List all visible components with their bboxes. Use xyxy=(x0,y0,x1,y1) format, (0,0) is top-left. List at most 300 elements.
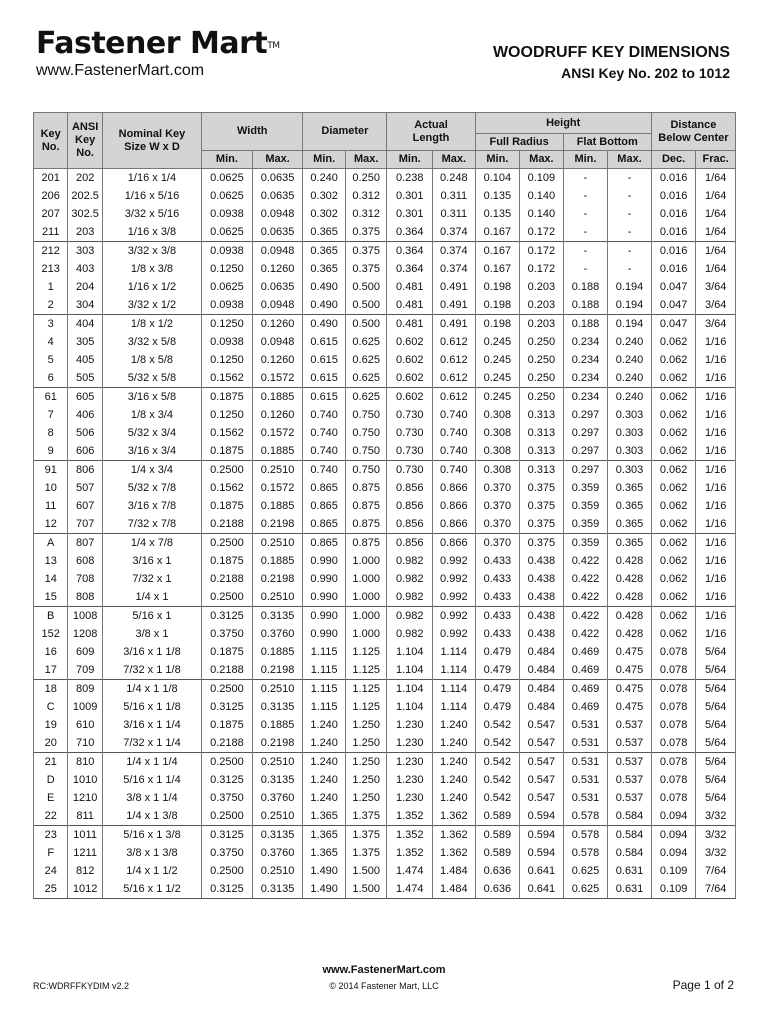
table-cell: 0.302 xyxy=(303,205,346,223)
table-cell: 0.062 xyxy=(651,442,696,461)
table-cell: 7/64 xyxy=(696,862,736,880)
table-cell: 5/64 xyxy=(696,753,736,772)
table-cell: 0.3750 xyxy=(202,789,253,807)
table-row xyxy=(34,880,736,899)
table-row xyxy=(34,169,736,188)
table-cell: 1/8 x 3/4 xyxy=(102,406,201,424)
table-cell: 0.0948 xyxy=(252,242,303,261)
table-row xyxy=(34,497,736,515)
table-cell: 0.500 xyxy=(345,296,387,315)
table-cell: 506 xyxy=(68,424,102,442)
table-cell: 0.625 xyxy=(563,862,608,880)
table-cell: 3/32 x 3/8 xyxy=(102,242,201,261)
table-cell: - xyxy=(608,242,652,261)
table-cell: 0.250 xyxy=(345,169,387,188)
table-cell: 0.250 xyxy=(520,369,564,388)
table-cell: 0.062 xyxy=(651,461,696,480)
table-cell: 0.104 xyxy=(475,169,520,188)
table-cell: 7/32 x 1 xyxy=(102,570,201,588)
table-cell: 0.1885 xyxy=(252,716,303,734)
table-cell: 1.352 xyxy=(387,826,433,845)
table-row xyxy=(34,351,736,369)
table-cell: 1.240 xyxy=(433,789,476,807)
table-cell: 1/16 xyxy=(696,479,736,497)
header-flat-bottom: Flat Bottom xyxy=(563,134,651,151)
table-cell: 0.238 xyxy=(387,169,433,188)
table-cell: 0.1260 xyxy=(252,260,303,278)
table-row xyxy=(34,369,736,388)
header-dec: Dec. xyxy=(651,151,696,169)
table-row xyxy=(34,223,736,242)
table-cell: 0.537 xyxy=(608,789,652,807)
table-row xyxy=(34,552,736,570)
table-cell: 3/64 xyxy=(696,315,736,334)
header-frac: Frac. xyxy=(696,151,736,169)
header-max: Max. xyxy=(433,151,476,169)
table-cell: 1.114 xyxy=(433,698,476,716)
table-cell: 0.1885 xyxy=(252,388,303,407)
table-cell: 0.078 xyxy=(651,771,696,789)
table-cell: 1/4 x 1 1/4 xyxy=(102,753,201,772)
table-cell: 0.301 xyxy=(387,187,433,205)
table-cell: 0.531 xyxy=(563,789,608,807)
table-cell: 0.433 xyxy=(475,625,520,643)
table-cell: - xyxy=(563,260,608,278)
table-cell: 1.240 xyxy=(303,771,346,789)
table-cell: 7/32 x 1 1/4 xyxy=(102,734,201,753)
table-cell: 0.578 xyxy=(563,826,608,845)
table-cell: 1/4 x 1 xyxy=(102,588,201,607)
table-cell: 0.594 xyxy=(520,807,564,826)
table-cell: 0.992 xyxy=(433,570,476,588)
table-cell: - xyxy=(563,169,608,188)
table-cell: 0.469 xyxy=(563,643,608,661)
table-cell: 0.500 xyxy=(345,278,387,296)
table-cell: 0.3125 xyxy=(202,826,253,845)
table-cell: 0.297 xyxy=(563,406,608,424)
table-cell: 0.245 xyxy=(475,388,520,407)
table-cell: 1010 xyxy=(68,771,102,789)
table-cell: 1.230 xyxy=(387,789,433,807)
table-cell: 24 xyxy=(34,862,68,880)
table-cell: 0.062 xyxy=(651,497,696,515)
brand-logo xyxy=(36,26,279,62)
table-cell: 1.365 xyxy=(303,826,346,845)
table-cell: 0.589 xyxy=(475,807,520,826)
table-cell: 19 xyxy=(34,716,68,734)
table-cell: 1/16 x 1/4 xyxy=(102,169,201,188)
table-cell: 0.2188 xyxy=(202,661,253,680)
table-cell: 7/64 xyxy=(696,880,736,899)
table-cell: 0.578 xyxy=(563,844,608,862)
table-cell: 3/32 x 5/8 xyxy=(102,333,201,351)
table-cell: 1.352 xyxy=(387,844,433,862)
table-cell: 0.433 xyxy=(475,552,520,570)
header-min: Min. xyxy=(387,151,433,169)
table-cell: 5/64 xyxy=(696,680,736,699)
table-cell: 0.3760 xyxy=(252,844,303,862)
table-cell: 0.078 xyxy=(651,661,696,680)
table-cell: 0.537 xyxy=(608,753,652,772)
table-cell: 811 xyxy=(68,807,102,826)
table-cell: 0.428 xyxy=(608,625,652,643)
table-row xyxy=(34,424,736,442)
table-row xyxy=(34,205,736,223)
table-cell: 0.484 xyxy=(520,680,564,699)
table-cell: 3/8 x 1 xyxy=(102,625,201,643)
table-cell: 0.875 xyxy=(345,534,387,553)
table-cell: 0.370 xyxy=(475,515,520,534)
table-cell: 0.0938 xyxy=(202,296,253,315)
table-row xyxy=(34,643,736,661)
table-cell: 0.730 xyxy=(387,461,433,480)
table-cell: 0.740 xyxy=(303,424,346,442)
table-cell: 806 xyxy=(68,461,102,480)
table-cell: 0.167 xyxy=(475,260,520,278)
table-row xyxy=(34,789,736,807)
table-cell: 0.547 xyxy=(520,771,564,789)
table-cell: 1.125 xyxy=(345,661,387,680)
table-cell: 0.750 xyxy=(345,461,387,480)
header-full-radius: Full Radius xyxy=(475,134,563,151)
table-cell: 1/8 x 5/8 xyxy=(102,351,201,369)
table-row xyxy=(34,315,736,334)
table-cell: 5/64 xyxy=(696,716,736,734)
table-row xyxy=(34,862,736,880)
table-cell: 0.750 xyxy=(345,406,387,424)
table-cell: 1.000 xyxy=(345,588,387,607)
table-cell: 0.1250 xyxy=(202,260,253,278)
table-cell: 0.730 xyxy=(387,406,433,424)
table-cell: 7/32 x 7/8 xyxy=(102,515,201,534)
table-cell: 0.3760 xyxy=(252,789,303,807)
table-cell: 4 xyxy=(34,333,68,351)
table-cell: 0.615 xyxy=(303,388,346,407)
table-cell: 0.2500 xyxy=(202,753,253,772)
table-cell: 0.433 xyxy=(475,607,520,626)
table-cell: 0.140 xyxy=(520,205,564,223)
table-cell: 0.062 xyxy=(651,351,696,369)
table-cell: 0.625 xyxy=(345,388,387,407)
table-cell: 0.542 xyxy=(475,789,520,807)
table-cell: D xyxy=(34,771,68,789)
table-cell: 1.484 xyxy=(433,880,476,899)
table-cell: 0.990 xyxy=(303,625,346,643)
table-cell: 0.062 xyxy=(651,552,696,570)
table-cell: 0.062 xyxy=(651,588,696,607)
table-cell: 0.2510 xyxy=(252,461,303,480)
header-nominal-size: Nominal Key Size W x D xyxy=(102,113,201,169)
table-cell: 607 xyxy=(68,497,102,515)
table-cell: 1.125 xyxy=(345,643,387,661)
table-cell: 1/64 xyxy=(696,242,736,261)
table-row xyxy=(34,534,736,553)
table-cell: 0.194 xyxy=(608,315,652,334)
header-key-no: Key No. xyxy=(34,113,68,169)
table-cell: - xyxy=(563,205,608,223)
table-cell: 203 xyxy=(68,223,102,242)
table-cell: 0.865 xyxy=(303,534,346,553)
table-cell: 13 xyxy=(34,552,68,570)
table-cell: 0.475 xyxy=(608,643,652,661)
table-cell: 7 xyxy=(34,406,68,424)
table-cell: 152 xyxy=(34,625,68,643)
table-cell: 12 xyxy=(34,515,68,534)
header-diameter: Diameter xyxy=(303,113,387,151)
table-cell: 0.078 xyxy=(651,643,696,661)
table-cell: 5/64 xyxy=(696,643,736,661)
table-cell: 0.047 xyxy=(651,278,696,296)
table-cell: 0.188 xyxy=(563,278,608,296)
table-cell: 0.422 xyxy=(563,570,608,588)
table-cell: 1008 xyxy=(68,607,102,626)
table-cell: 18 xyxy=(34,680,68,699)
table-cell: 0.3760 xyxy=(252,625,303,643)
table-cell: 0.078 xyxy=(651,716,696,734)
table-cell: 1/64 xyxy=(696,187,736,205)
table-cell: 0.359 xyxy=(563,479,608,497)
header-ansi-key-no: ANSI Key No. xyxy=(68,113,102,169)
table-cell: 0.359 xyxy=(563,534,608,553)
table-cell: 0.537 xyxy=(608,716,652,734)
table-cell: 0.062 xyxy=(651,333,696,351)
table-cell: 0.584 xyxy=(608,807,652,826)
table-cell: 1.352 xyxy=(387,807,433,826)
table-cell: 0.245 xyxy=(475,369,520,388)
table-cell: 0.240 xyxy=(608,388,652,407)
table-row xyxy=(34,461,736,480)
table-cell: 1/4 x 1 1/2 xyxy=(102,862,201,880)
table-cell: 0.982 xyxy=(387,607,433,626)
table-cell: 0.479 xyxy=(475,698,520,716)
table-cell: 0.865 xyxy=(303,479,346,497)
table-cell: 0.365 xyxy=(608,515,652,534)
table-cell: 1.250 xyxy=(345,753,387,772)
table-cell: 1.250 xyxy=(345,734,387,753)
table-cell: 0.2510 xyxy=(252,753,303,772)
table-cell: 0.438 xyxy=(520,552,564,570)
table-cell: 0.370 xyxy=(475,497,520,515)
table-cell: 0.016 xyxy=(651,242,696,261)
table-cell: 0.547 xyxy=(520,753,564,772)
table-cell: 1/16 xyxy=(696,442,736,461)
table-cell: 0.240 xyxy=(608,351,652,369)
table-cell: 0.078 xyxy=(651,734,696,753)
header-min: Min. xyxy=(303,151,346,169)
table-cell: 0.433 xyxy=(475,588,520,607)
table-row xyxy=(34,698,736,716)
table-cell: 1.230 xyxy=(387,771,433,789)
table-cell: C xyxy=(34,698,68,716)
table-cell: 0.301 xyxy=(387,205,433,223)
table-cell: 0.641 xyxy=(520,862,564,880)
table-cell: 0.479 xyxy=(475,643,520,661)
header-min: Min. xyxy=(202,151,253,169)
table-cell: 0.375 xyxy=(520,497,564,515)
table-cell: 1/8 x 1/2 xyxy=(102,315,201,334)
table-cell: 0.0948 xyxy=(252,333,303,351)
table-cell: 809 xyxy=(68,680,102,699)
table-cell: 0.589 xyxy=(475,844,520,862)
table-cell: E xyxy=(34,789,68,807)
table-cell: 0.248 xyxy=(433,169,476,188)
table-cell: 3/32 xyxy=(696,826,736,845)
table-cell: 5/32 x 5/8 xyxy=(102,369,201,388)
table-cell: 0.167 xyxy=(475,223,520,242)
table-cell: 0.3135 xyxy=(252,698,303,716)
table-cell: 0.078 xyxy=(651,789,696,807)
table-cell: 0.1875 xyxy=(202,552,253,570)
table-cell: 0.194 xyxy=(608,296,652,315)
table-cell: 5/32 x 7/8 xyxy=(102,479,201,497)
footer-copyright: © 2014 Fastener Mart, LLC xyxy=(329,981,439,991)
table-cell: - xyxy=(608,187,652,205)
header-max: Max. xyxy=(252,151,303,169)
table-cell: 0.1885 xyxy=(252,497,303,515)
table-cell: 0.062 xyxy=(651,534,696,553)
table-cell: 0.167 xyxy=(475,242,520,261)
table-cell: 0.1562 xyxy=(202,369,253,388)
table-cell: 0.365 xyxy=(303,260,346,278)
table-row xyxy=(34,388,736,407)
table-row xyxy=(34,826,736,845)
table-cell: 0.491 xyxy=(433,278,476,296)
table-cell: 0.615 xyxy=(303,351,346,369)
table-cell: 0.992 xyxy=(433,625,476,643)
table-cell: 0.2500 xyxy=(202,807,253,826)
table-cell: 507 xyxy=(68,479,102,497)
table-cell: 0.866 xyxy=(433,515,476,534)
table-cell: 0.589 xyxy=(475,826,520,845)
table-cell: 0.312 xyxy=(345,205,387,223)
table-cell: 1.000 xyxy=(345,570,387,588)
table-cell: - xyxy=(563,223,608,242)
table-cell: 0.297 xyxy=(563,461,608,480)
table-cell: 1.240 xyxy=(303,789,346,807)
table-cell: 0.1572 xyxy=(252,479,303,497)
table-cell: 0.313 xyxy=(520,424,564,442)
table-cell: 1.500 xyxy=(345,862,387,880)
table-cell: 0.250 xyxy=(520,388,564,407)
table-cell: 1.375 xyxy=(345,844,387,862)
table-cell: 0.578 xyxy=(563,807,608,826)
table-cell: 1.362 xyxy=(433,807,476,826)
table-cell: 0.3125 xyxy=(202,698,253,716)
table-cell: 1/16 xyxy=(696,625,736,643)
table-cell: 0.990 xyxy=(303,552,346,570)
table-cell: 0.1875 xyxy=(202,388,253,407)
table-cell: 0.542 xyxy=(475,734,520,753)
table-cell: 1.230 xyxy=(387,753,433,772)
table-cell: 0.3135 xyxy=(252,771,303,789)
page-subtitle: ANSI Key No. 202 to 1012 xyxy=(561,65,730,81)
table-cell: 0.374 xyxy=(433,223,476,242)
table-cell: 0.0625 xyxy=(202,169,253,188)
table-cell: 1.114 xyxy=(433,680,476,699)
table-cell: 0.740 xyxy=(303,406,346,424)
table-cell: 1.125 xyxy=(345,698,387,716)
table-cell: 1 xyxy=(34,278,68,296)
table-cell: 0.094 xyxy=(651,826,696,845)
table-cell: 0.1875 xyxy=(202,716,253,734)
table-cell: 0.188 xyxy=(563,315,608,334)
table-cell: 0.016 xyxy=(651,187,696,205)
table-cell: 3/16 x 1 xyxy=(102,552,201,570)
table-cell: 0.490 xyxy=(303,278,346,296)
table-cell: 1.490 xyxy=(303,880,346,899)
table-cell: 0.1572 xyxy=(252,424,303,442)
table-cell: 0.990 xyxy=(303,607,346,626)
table-cell: 1/64 xyxy=(696,169,736,188)
table-cell: 0.062 xyxy=(651,406,696,424)
table-cell: 0.3750 xyxy=(202,844,253,862)
table-cell: 0.428 xyxy=(608,552,652,570)
table-cell: 0.490 xyxy=(303,296,346,315)
table-cell: 1.114 xyxy=(433,661,476,680)
table-cell: 0.359 xyxy=(563,515,608,534)
table-cell: 0.2500 xyxy=(202,461,253,480)
table-cell: 3/16 x 5/8 xyxy=(102,388,201,407)
table-cell: 1.240 xyxy=(303,734,346,753)
table-cell: 1.125 xyxy=(345,680,387,699)
table-cell: 0.311 xyxy=(433,205,476,223)
table-cell: 0.303 xyxy=(608,461,652,480)
table-cell: 1/16 xyxy=(696,351,736,369)
table-cell: 0.866 xyxy=(433,497,476,515)
table-row xyxy=(34,753,736,772)
table-cell: 0.602 xyxy=(387,333,433,351)
table-cell: 0.740 xyxy=(303,461,346,480)
table-cell: 1/8 x 3/8 xyxy=(102,260,201,278)
table-cell: 0.2188 xyxy=(202,570,253,588)
table-cell: 0.531 xyxy=(563,716,608,734)
table-cell: 605 xyxy=(68,388,102,407)
table-cell: 0.2198 xyxy=(252,734,303,753)
footer-website: www.FastenerMart.com xyxy=(322,964,446,976)
table-cell: 0.0635 xyxy=(252,187,303,205)
table-cell: 709 xyxy=(68,661,102,680)
table-cell: A xyxy=(34,534,68,553)
table-cell: 1.240 xyxy=(433,716,476,734)
table-cell: 0.740 xyxy=(433,406,476,424)
table-cell: 0.542 xyxy=(475,753,520,772)
table-cell: 403 xyxy=(68,260,102,278)
table-cell: 1.240 xyxy=(433,771,476,789)
table-cell: 0.2198 xyxy=(252,570,303,588)
table-cell: 206 xyxy=(34,187,68,205)
table-row xyxy=(34,515,736,534)
table-cell: 0.0635 xyxy=(252,169,303,188)
table-cell: 0.602 xyxy=(387,351,433,369)
table-cell: 0.203 xyxy=(520,278,564,296)
table-cell: 0.982 xyxy=(387,588,433,607)
table-cell: 3/32 x 1/2 xyxy=(102,296,201,315)
table-cell: 0.240 xyxy=(608,333,652,351)
table-row xyxy=(34,187,736,205)
table-cell: 0.856 xyxy=(387,497,433,515)
table-cell: 0.1885 xyxy=(252,442,303,461)
table-cell: 1/16 xyxy=(696,424,736,442)
table-cell: 0.109 xyxy=(651,862,696,880)
table-row xyxy=(34,807,736,826)
table-cell: 1/4 x 1 1/8 xyxy=(102,680,201,699)
header-max: Max. xyxy=(608,151,652,169)
table-cell: 0.475 xyxy=(608,661,652,680)
table-cell: 11 xyxy=(34,497,68,515)
table-cell: 0.311 xyxy=(433,187,476,205)
table-cell: - xyxy=(608,260,652,278)
table-cell: 1.104 xyxy=(387,698,433,716)
